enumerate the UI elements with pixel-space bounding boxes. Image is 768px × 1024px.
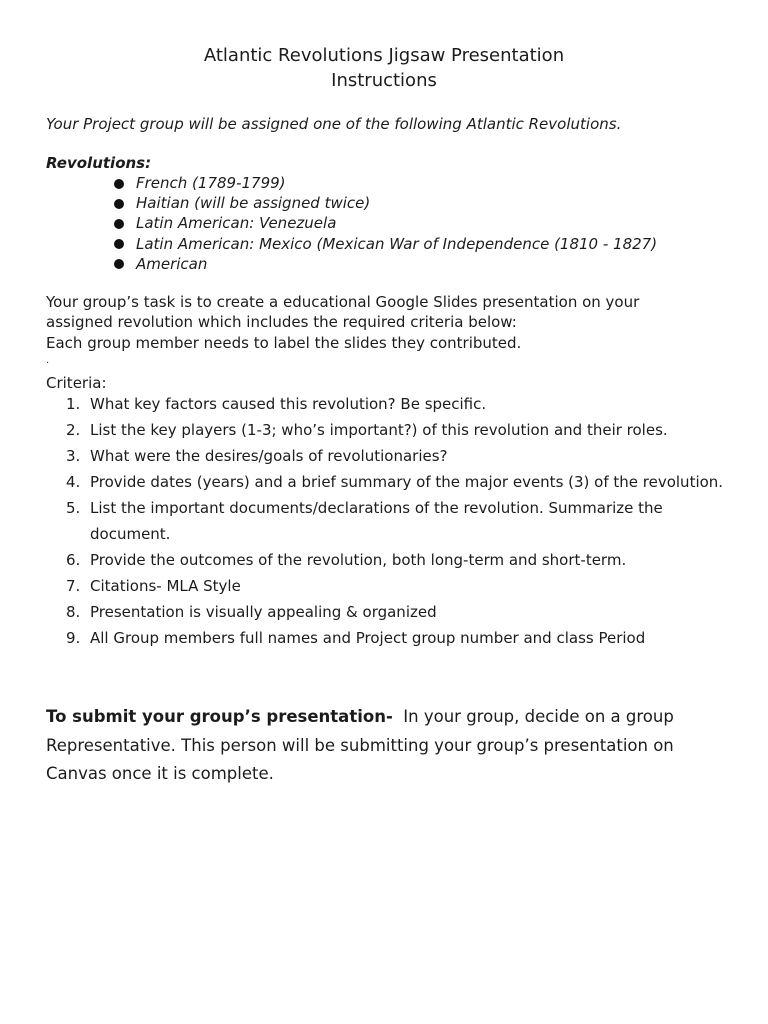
list-item [112, 193, 657, 213]
list-item [46, 417, 726, 443]
page-title: Atlantic Revolutions Jigsaw Presentation [203, 45, 565, 66]
task-line: Each group member needs to label the slides they contributed. [46, 333, 522, 352]
criteria-text: What key factors caused this revolution? Be specific. [90, 395, 487, 413]
criteria-number: 3. [66, 447, 81, 465]
submit-line [46, 703, 736, 732]
submit-line: Representative. This person will be submitting your group’s presentation on [46, 735, 674, 755]
criteria-number: 9. [66, 629, 81, 647]
criteria-text: Presentation is visually appealing & organized [90, 603, 437, 621]
bullet-icon [114, 219, 124, 229]
submit-paragraph [46, 703, 736, 789]
submit-text: In your group, decide on a group [392, 707, 674, 726]
criteria-text: All Group members full names and Project group number and class Period [90, 629, 646, 647]
list-item [46, 573, 726, 599]
criteria-text: Provide dates (years) and a brief summary of the major events (3) of the revolution. [90, 473, 724, 491]
list-item [46, 495, 726, 547]
criteria-number: 7. [66, 577, 81, 595]
list-item [46, 599, 726, 625]
criteria-number: 8. [66, 603, 81, 621]
revolution-label: Haitian (will be assigned twice) [136, 194, 371, 213]
list-item [46, 547, 726, 573]
list-item [112, 234, 657, 254]
revolutions-heading: Revolutions: [46, 154, 152, 172]
revolutions-list [112, 173, 657, 274]
criteria-list [46, 391, 726, 651]
list-item [112, 213, 657, 233]
revolution-label: Latin American: Mexico (Mexican War of Independence (1810 - 1827) [136, 234, 658, 253]
criteria-number: 1. [66, 395, 81, 413]
task-line: assigned revolution which includes the required criteria below: [46, 313, 517, 332]
criteria-text: What were the desires/goals of revolutionaries? [90, 447, 448, 465]
task-paragraph [46, 292, 736, 353]
bullet-icon [114, 179, 124, 189]
page-subtitle: Instructions [331, 70, 437, 91]
criteria-heading: Criteria: [46, 374, 107, 392]
criteria-number: 5. [66, 499, 81, 517]
criteria-text: List the important documents/declarations of the revolution. Summarize the document. [90, 499, 663, 543]
bullet-icon [114, 259, 124, 269]
bullet-icon [114, 239, 124, 249]
criteria-number: 4. [66, 473, 81, 491]
revolution-label: American [136, 254, 208, 273]
task-line: Your group’s task is to create a educational Google Slides presentation on your [46, 293, 640, 311]
stray-dot: . [46, 355, 50, 366]
list-item [46, 443, 726, 469]
bullet-icon [114, 199, 124, 209]
list-item [46, 469, 726, 495]
submit-lead: To submit your group’s presentation- [46, 707, 393, 726]
criteria-text: Provide the outcomes of the revolution, both long-term and short-term. [90, 551, 627, 569]
criteria-text: List the key players (1-3; who’s important?) of this revolution and their roles. [90, 421, 668, 439]
criteria-number: 6. [66, 551, 81, 569]
criteria-text: Citations- MLA Style [90, 577, 241, 595]
criteria-number: 2. [66, 421, 81, 439]
list-item [112, 173, 657, 193]
list-item [46, 391, 726, 417]
revolution-label: French (1789-1799) [136, 174, 286, 192]
intro-text: Your Project group will be assigned one of the following Atlantic Revolutions. [46, 115, 622, 133]
submit-line: Canvas once it is complete. [46, 764, 274, 783]
revolution-label: Latin American: Venezuela [136, 214, 337, 233]
list-item [112, 254, 657, 274]
list-item [46, 625, 726, 651]
